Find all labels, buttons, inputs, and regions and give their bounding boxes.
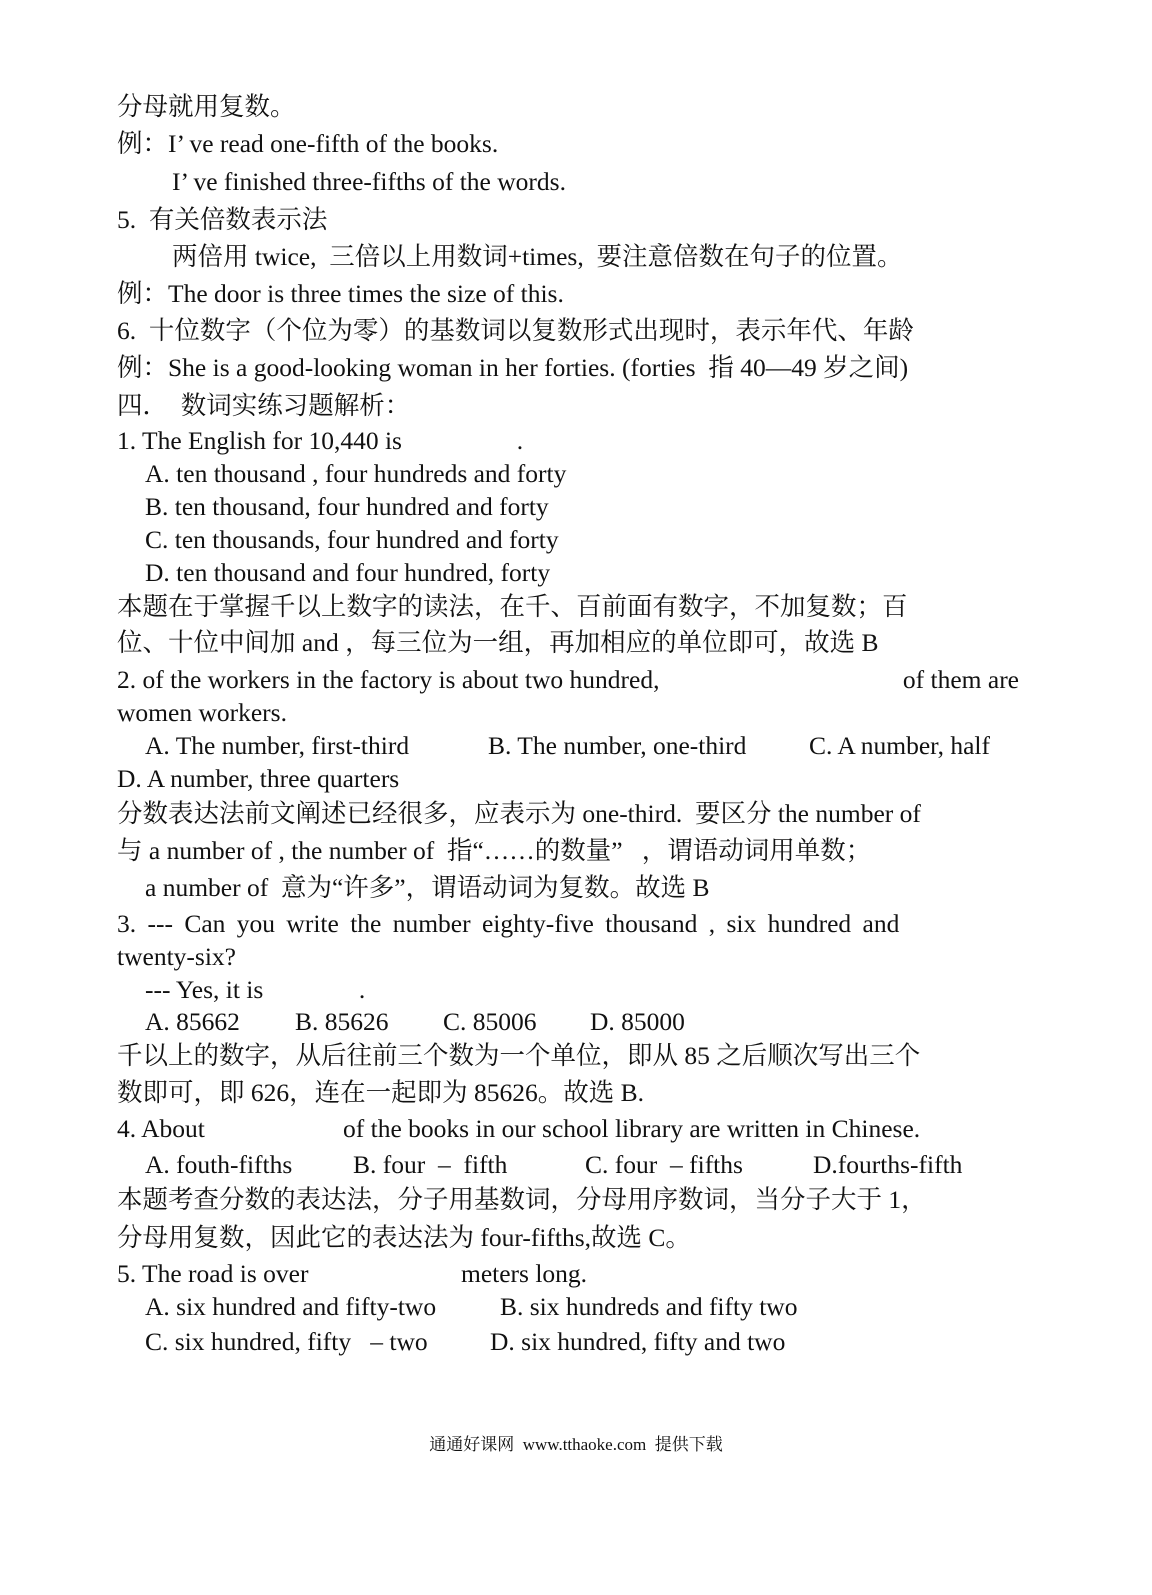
example-line: 例：I’ ve read one-fifth of the books. bbox=[117, 129, 499, 158]
example-line: I’ ve finished three-fifths of the words. bbox=[172, 167, 566, 196]
option-d: D. 85000 bbox=[590, 1007, 685, 1036]
question-2 bbox=[117, 663, 1019, 697]
section-heading: 四． 数词实练习题解析： bbox=[117, 391, 411, 420]
option-a: A. The number, first-third bbox=[145, 731, 410, 760]
question-text: of them are bbox=[902, 665, 1019, 694]
option-b: B. The number, one-third bbox=[488, 731, 747, 760]
example-line: 例：The door is three times the size of this. bbox=[117, 279, 564, 308]
option-b: B. six hundreds and fifty two bbox=[500, 1292, 798, 1321]
question-1: 1. The English for 10,440 is . bbox=[117, 426, 524, 455]
option-a: A. fouth-fifths bbox=[145, 1150, 293, 1179]
option-b: B. four – fifth bbox=[353, 1150, 508, 1179]
option-c: C. 85006 bbox=[443, 1007, 537, 1036]
explanation-line: 数即可，即 626，连在一起即为 85626。故选 B. bbox=[117, 1078, 645, 1107]
question-3: 3. --- Can you write the number eighty-five thousand , six hundred and bbox=[117, 909, 900, 938]
question-3-cont: twenty-six? bbox=[117, 942, 236, 971]
page-footer: 通通好课网 www.tthaoke.com 提供下载 bbox=[429, 1435, 723, 1454]
option-c: C. six hundred, fifty – two bbox=[145, 1327, 428, 1356]
option-d: D.fourths-fifth bbox=[813, 1150, 963, 1179]
option-c: C. four – fifths bbox=[585, 1150, 743, 1179]
explanation-line: a number of 意为“许多”，谓语动词为复数。故选 B bbox=[145, 873, 710, 902]
section-heading: 5. 有关倍数表示法 bbox=[117, 205, 328, 234]
option-a: A. 85662 bbox=[145, 1007, 240, 1036]
question-4-text: of the books in our school library are written in Chinese. bbox=[343, 1114, 921, 1143]
option-b: B. 85626 bbox=[295, 1007, 389, 1036]
section-heading: 6. 十位数字（个位为零）的基数词以复数形式出现时，表示年代、年龄 bbox=[117, 316, 914, 345]
option-b: B. ten thousand, four hundred and forty bbox=[145, 492, 549, 521]
explanation-line: 分母用复数，因此它的表达法为 four-fifths,故选 C。 bbox=[117, 1223, 691, 1252]
text-line: 分母就用复数。 bbox=[117, 92, 296, 121]
explanation-line: 与 a number of , the number of 指“……的数量” ，谓语动词用单数； bbox=[117, 836, 872, 865]
option-d: D. A number, three quarters bbox=[117, 764, 400, 793]
option-c: C. ten thousands, four hundred and forty bbox=[145, 525, 559, 554]
option-a: A. six hundred and fifty-two bbox=[145, 1292, 437, 1321]
question-5: 5. The road is over bbox=[117, 1259, 309, 1288]
option-a: A. ten thousand , four hundreds and forty bbox=[145, 459, 567, 488]
explanation-line: 分数表达法前文阐述已经很多，应表示为 one-third. 要区分 the number of bbox=[117, 799, 921, 828]
question-text: 2. of the workers in the factory is about two hundred, bbox=[117, 665, 660, 694]
explanation-line: 位、十位中间加 and ，每三位为一组，再加相应的单位即可，故选 B bbox=[117, 628, 879, 657]
explanation-line: 本题在于掌握千以上数字的读法，在千、百前面有数字，不加复数；百 bbox=[117, 592, 908, 621]
explanation-line: 本题考查分数的表达法，分子用基数词，分母用序数词，当分子大于 1， bbox=[117, 1185, 927, 1214]
explanation-line: 千以上的数字，从后往前三个数为一个单位，即从 85 之后顺次写出三个 bbox=[117, 1041, 921, 1070]
question-2-cont: women workers. bbox=[117, 698, 287, 727]
dialog-line: --- Yes, it is . bbox=[145, 975, 366, 1004]
text-line: 两倍用 twice, 三倍以上用数词+times, 要注意倍数在句子的位置。 bbox=[172, 242, 903, 271]
option-c: C. A number, half bbox=[809, 731, 991, 760]
option-d: D. six hundred, fifty and two bbox=[490, 1327, 786, 1356]
question-5-text: meters long. bbox=[461, 1259, 588, 1288]
option-d: D. ten thousand and four hundred, forty bbox=[145, 558, 551, 587]
question-4: 4. About bbox=[117, 1114, 205, 1143]
example-line: 例：She is a good-looking woman in her forties. (forties 指 40—49 岁之间) bbox=[117, 353, 909, 382]
